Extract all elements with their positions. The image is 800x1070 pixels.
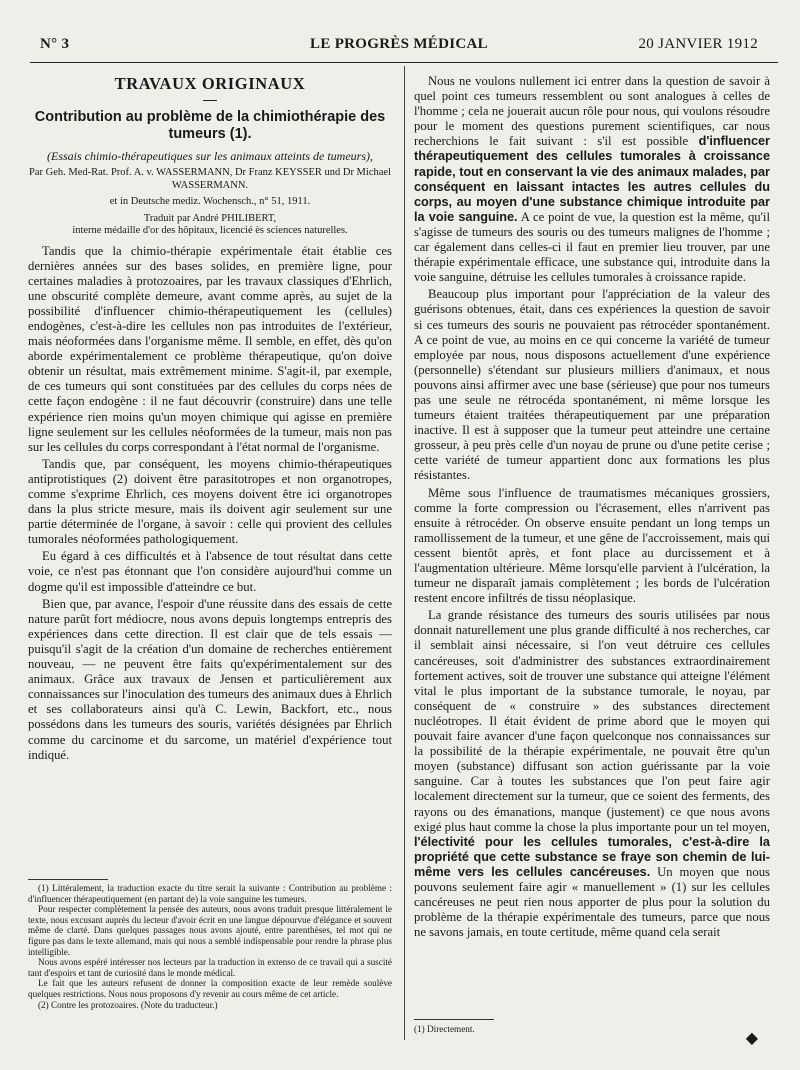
footnote-rule bbox=[414, 1019, 494, 1020]
translator-credit bbox=[28, 213, 392, 238]
footnote: Nous avons espéré intéresser nos lecteurs par la traduction in extenso de ce travail qui a suscité tant d'espoirs et tant de curiosité dans le monde médical. bbox=[28, 957, 392, 978]
article-subtitle: (Essais chimio-thérapeutiques sur les animaux atteints de tumeurs), bbox=[47, 149, 373, 163]
section-title: TRAVAUX ORIGINAUX bbox=[114, 74, 306, 93]
article-title: Contribution au problème de la chimiothérapie des tumeurs (1). bbox=[34, 109, 386, 142]
footnote-rule bbox=[28, 879, 108, 880]
footnote: (1) Littéralement, la traduction exacte du titre serait la suivante : Contribution au problème : d'influencer thérapeutiquement (en partant de) la voie sanguine les tumeurs. bbox=[28, 883, 392, 904]
right-column bbox=[414, 74, 770, 1044]
text-run: Nous ne voulons nullement ici entrer dans la question de savoir à quel point ces tumeurs ressemblent ou sont analogues à celles de l'homme ; cela ne jouerait aucun rôle pour nous, qui voulons résoudre pour le moment des questions purement scientifiques, car nous recherchions le fait suivant : s'il est possible bbox=[414, 74, 770, 149]
left-footnotes bbox=[28, 883, 392, 1010]
emphasis-text: l'électivité pour les cellules tumorales, c'est-à-dire la propriété que cette substance se fraye son chemin de lui-même vers les cellules cancéreuses. bbox=[414, 834, 770, 879]
footnote: (2) Contre les protozoaires. (Note du traducteur.) bbox=[38, 999, 218, 1010]
left-column bbox=[28, 74, 392, 1044]
body-paragraph: Tandis que la chimio-thérapie expérimentale était établie ces dernières années sur des bases solides, en première ligne, pour certaines maladies à protozoaires, par les travaux classiques d'Ehrlich, une obscurité complète demeure, avant comme après, au sujet de la possibilité d'influencer chimio-thérapeutiquement les (cellules) endogènes, c'est-à-dire les cellules non pas introduites de l'extérieur, mais néoformées dans l'organisme même. Il semble, en effet, dès qu'on aborde expérimentalement ce problème thérapeutique, qu'on doive obtenir un résultat, mais extrêmement minime. S'agit-il, par exemple, de ces tumeurs qui sont constituées par des cellules du corps nées de cette façon endogène : il ne faut découvrir (construire) dans une telle expérience rien moins qu'un moyen chimique qui agisse en première ligne seulement sur les cellules néoformées de la tumeur, mais non pas sur les cellules du corps correspondant à l'état normal de l'organisme. bbox=[28, 243, 392, 454]
article-authors: Par Geh. Med-Rat. Prof. A. v. WASSERMANN, Dr Franz KEYSSER und Dr Michael WASSERMANN. bbox=[29, 167, 391, 191]
journal-title: LE PROGRÈS MÉDICAL bbox=[310, 36, 488, 52]
text-run: La grande résistance des tumeurs des souris utilisées par nous donnait naturellement une plus grande difficulté à nos recherches, car il semblait ainsi nécessaire, si l'on veut détruire ces cellules cancéreuses, soit d'administrer des substances extraordinairement fortement actives, soit de trouver une substance qui atteigne l'élément vital le plus important de la substance tumorale, le noyau, par conséquent de « construire » des substances directement nucléotropes. Il était évident de prime abord que le moyen qui pouvait faire avancer d'une façon quelconque nos connaissances sur la possibilité de la thérapie expérimentale, ne pouvait être qu'un moyen (substance) diffusant son action guérissante par la voie sanguine. Car à toutes les substances que l'on peut faire agir localement directement sur la tumeur, que ce soient des ferments, des rayons ou des émanations, manque (justement) ce que nous avons exigé plus haut comme la chose la plus importante pour un tel moyen, bbox=[414, 608, 770, 834]
emphasis-text: d'influencer thérapeutiquement des cellules tumorales à croissance rapide, tout en conservant la vie des animaux malades, par conséquent en laissant intactes les autres cellules du corps, au moyen d'une substance chimique introduite par la voie sanguine. bbox=[414, 134, 770, 224]
text-run: A ce point de vue, la question est la même, qu'il s'agisse de tumeurs des souris ou des tumeurs malignes de l'homme ; car également dans celles-ci il faut en premier lieu trouver, par une thérapie expérimentale efficace, une substance qui, introduite dans la voie sanguine, détruise les cellules tumorales à croissance rapide. bbox=[414, 209, 770, 285]
body-paragraph bbox=[414, 608, 770, 940]
issue-date: 20 JANVIER 1912 bbox=[638, 36, 758, 52]
body-paragraph: Même sous l'influence de traumatismes mécaniques grossiers, comme la forte compression ou l'écrasement, elles n'arrivent pas ensuite à rétrocéder. On observe ensuite pendant un long temps un ramollissement de la tumeur, et une gêne de l'accroissement, mais qui cessent bientôt après, et font place au durcissement et à l'augmentation ultérieure. Même lorsqu'elle parvient à l'ulcération, la tumeur ne disparaît jamais complètement ; les bords de l'ulcération restent encore infiltrés de tissu néoplasique. bbox=[414, 485, 770, 606]
issue-number: N° 3 bbox=[40, 36, 70, 52]
body-paragraph: Bien que, par avance, l'espoir d'une réussite dans des essais de cette nature parût fort médiocre, nous avons depuis longtemps entrepris des expériences dans cette direction. Il est clair que de tels essais — puisqu'il s'agit de la création d'un domaine de recherches entièrement nouveau, — ne peuvent être faits qu'expérimentalement sur des animaux. Grâce aux travaux de Jensen et particulièrement aux connaissances sur l'inoculation des tumeurs des animaux dues à Ehrlich et ses collaborateurs ainsi qu'à C. Lewin, Backfort, etc., nous possédons dans les tumeurs des souris, variétés désignées par Ehrlich comme du carcinome et du sarcome, un matériel d'expérience tout indiqué. bbox=[28, 596, 392, 762]
header-rule bbox=[30, 62, 778, 63]
text-run: Un moyen que nous pouvons seulement faire agir « manuellement » (1) sur les cellules cancéreuses ne peut rien nous apporter de plus pour la solution du problème de la thérapie expérimentale des tumeurs, parce que nous ne savons jamais, en toute certitude, même quand cela serait bbox=[414, 864, 770, 940]
translator-title: interne médaille d'or des hôpitaux, licencié ès sciences naturelles. bbox=[72, 225, 348, 236]
body-paragraph: Beaucoup plus important pour l'appréciation de la valeur des guérisons obtenues, était, dans ces expériences la question de savoir si ces tumeurs des souris ne pouvaient pas rétrocéder spontanément. A ce point de vue, au moins en ce qui concerne la variété de tumeur employée par nous, nous disposons actuellement d'une expérience (personnelle) s'étendant sur plusieurs milliers d'animaux, et nous pouvons ainsi affirmer avec une base (sérieuse) que pour nos tumeurs pas une seule ne rétrocéda spontanément, ni même lorsque les tumeurs étaient traitées thérapeutiquement par une préparation inactive. Il est à supposer que la tumeur peut atteindre une certaine grosseur, à peu près celle d'un noyau de prune ou d'une petite cerise ; cette variété de tumeur appartient donc aux formations les plus résistantes. bbox=[414, 287, 770, 483]
column-divider bbox=[404, 66, 405, 1040]
body-paragraph: Tandis que, par conséquent, les moyens chimio-thérapeutiques antiprotistiques (2) doivent être parasitotropes et non organotropes, comme s'exprime Ehrlich, ces moyens doivent être ici organotropes dans la plus stricte mesure, mais ils doivent agir seulement sur une partie déterminée de l'organe, à savoir : celle qui provient des cellules tumorales néoformées pathologiquement. bbox=[28, 456, 392, 547]
right-footnote: (1) Directement. bbox=[414, 1024, 475, 1034]
section-rule bbox=[203, 100, 217, 101]
translator-name: Traduit par André PHILIBERT, bbox=[143, 212, 277, 224]
page-header bbox=[40, 36, 758, 58]
article-source: et in Deutsche mediz. Wochensch., n° 51, 1911. bbox=[109, 196, 311, 207]
footnote: Pour respecter complètement la pensée des auteurs, nous avons traduit presque littéralement le texte, nous excusant auprès du lecteur d'avoir écrit en une langue dépourvue d'élégance et souvent même de clarté. Dans quelques passages nous avons ajouté, entre parenthèses, tel mot qui ne figure pas dans le texte allemand, mais qui nous a semblé indispensable pour rendre la phrase plus intelligible. bbox=[28, 904, 392, 957]
body-paragraph: Eu égard à ces difficultés et à l'absence de tout résultat dans cette voie, ce n'est pas étonnant que l'on considère aujourd'hui comme un dogme qu'il est impossible d'atteindre ce but. bbox=[28, 549, 392, 594]
ornament-icon: ◆ bbox=[745, 1030, 758, 1047]
body-paragraph bbox=[414, 74, 770, 285]
footnote: Le fait que les auteurs refusent de donner la composition exacte de leur remède soulève quelques restrictions. Nous nous proposons d'y revenir au cours même de cet article. bbox=[28, 978, 392, 999]
